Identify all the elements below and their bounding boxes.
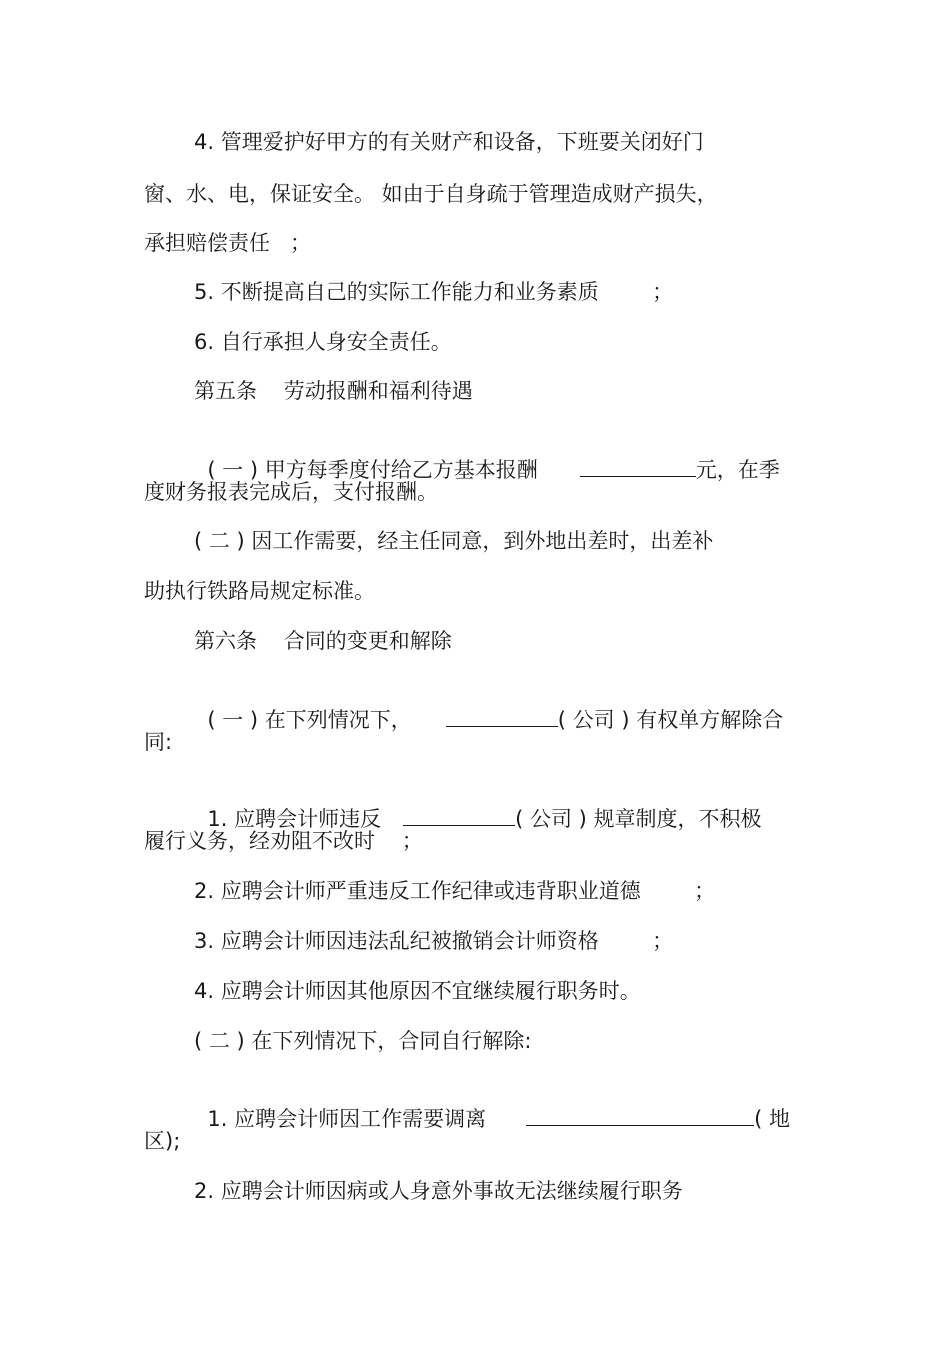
text-line-12 — [194, 678, 783, 734]
text-after-blank: ( 地 — [754, 1107, 790, 1131]
text-line-2: 窗、水、电，保证安全。 如由于自身疏于管理造成财产损失， — [144, 182, 718, 206]
fill-blank — [526, 1105, 754, 1126]
text-line-22: 2. 应聘会计师因病或人身意外事故无法继续履行职务 — [194, 1179, 683, 1203]
text-line-8: 度财务报表完成后，支付报酬。 — [144, 480, 438, 504]
section-heading-5: 第五条 劳动报酬和福利待遇 — [194, 379, 473, 403]
text-after-blank: 元，在季 — [695, 458, 780, 482]
text-before-blank: 1. 应聘会计师因工作需要调离 — [207, 1107, 487, 1131]
text-line-14 — [194, 777, 762, 833]
text-before-blank: ( 一 ) 甲方每季度付给乙方基本报酬 — [207, 458, 538, 482]
text-line-10: 助执行铁路局规定标准。 — [144, 579, 375, 603]
text-line-7 — [194, 428, 780, 484]
text-line-18: 4. 应聘会计师因其他原因不宜继续履行职务时。 — [194, 979, 641, 1003]
text-line-9: ( 二 ) 因工作需要，经主任同意，到外地出差时，出差补 — [194, 529, 714, 553]
text-line-5: 6. 自行承担人身安全责任。 — [194, 330, 452, 354]
text-before-blank: 1. 应聘会计师违反 — [207, 807, 382, 831]
text-line-17: 3. 应聘会计师因违法乱纪被撤销会计师资格 ； — [194, 929, 674, 953]
text-line-4: 5. 不断提高自己的实际工作能力和业务素质 ； — [194, 280, 674, 304]
text-after-blank: ( 公司 ) 有权单方解除合 — [557, 708, 784, 732]
text-after-blank: ( 公司 ) 规章制度，不积极 — [515, 807, 762, 831]
text-before-blank: ( 一 ) 在下列情况下， — [207, 708, 412, 732]
text-line-19: ( 二 ) 在下列情况下，合同自行解除: — [194, 1029, 532, 1053]
text-line-20 — [194, 1077, 790, 1133]
text-line-3: 承担赔偿责任 ； — [144, 231, 312, 255]
fill-blank — [403, 805, 515, 826]
text-line-21: 区); — [144, 1129, 181, 1153]
text-line-15: 履行义务，经劝阻不改时 ； — [144, 829, 423, 853]
section-heading-6: 第六条 合同的变更和解除 — [194, 629, 452, 653]
text-line-13: 同: — [144, 730, 173, 754]
text-line-16: 2. 应聘会计师严重违反工作纪律或违背职业道德 ； — [194, 879, 716, 903]
fill-blank — [580, 456, 696, 477]
fill-blank — [446, 706, 558, 727]
text-line-1: 4. 管理爱护好甲方的有关财产和设备，下班要关闭好门 — [194, 130, 704, 154]
